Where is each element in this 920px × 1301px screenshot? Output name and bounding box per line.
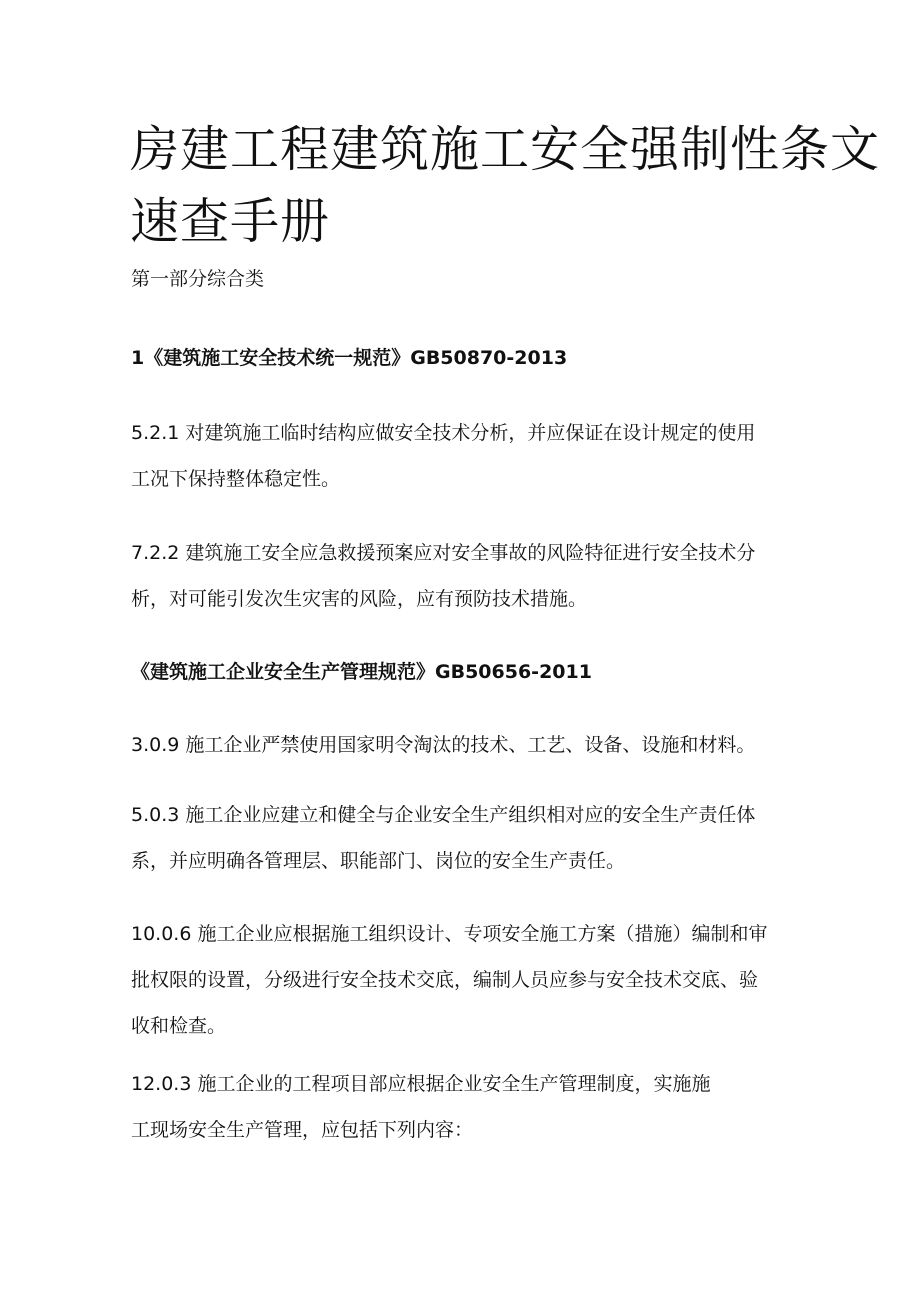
document-title [130, 114, 881, 258]
clause-5-2-1-line-1: 5.2.1 对建筑施工临时结构应做安全技术分析，并应保证在设计规定的使用 [131, 422, 756, 444]
clause-5-2-1-line-2: 工况下保持整体稳定性。 [131, 468, 341, 490]
clause-10-0-6-line-2: 批权限的设置，分级进行安全技术交底，编制人员应参与安全技术交底、验 [131, 969, 759, 991]
clause-3-0-9 [131, 722, 801, 768]
clause-5-0-3-line-1: 5.0.3 施工企业应建立和健全与企业安全生产组织相对应的安全生产责任体 [131, 804, 756, 826]
clause-5-0-3 [131, 792, 801, 884]
clause-10-0-6-line-1: 10.0.6 施工企业应根据施工组织设计、专项安全施工方案（措施）编制和审 [131, 923, 768, 945]
standard-1-heading: 1《建筑施工安全技术统一规范》GB50870-2013 [131, 347, 568, 369]
clause-12-0-3 [131, 1061, 801, 1153]
title-line-1: 房建工程建筑施工安全强制性条文 [130, 121, 881, 178]
clause-5-0-3-line-2: 系，并应明确各管理层、职能部门、岗位的安全生产责任。 [131, 850, 626, 872]
clause-3-0-9-line-1: 3.0.9 施工企业严禁使用国家明令淘汰的技术、工艺、设备、设施和材料。 [131, 734, 756, 756]
section-heading: 第一部分综合类 [131, 268, 265, 290]
clause-10-0-6 [131, 911, 801, 1049]
clause-12-0-3-line-1: 12.0.3 施工企业的工程项目部应根据企业安全生产管理制度，实施施 [131, 1073, 711, 1095]
clause-12-0-3-line-2: 工现场安全生产管理，应包括下列内容： [131, 1119, 474, 1141]
clause-5-2-1 [131, 410, 801, 502]
clause-7-2-2-line-1: 7.2.2 建筑施工安全应急救援预案应对安全事故的风险特征进行安全技术分 [131, 542, 756, 564]
standard-2-heading: 《建筑施工企业安全生产管理规范》GB50656-2011 [131, 661, 592, 683]
clause-10-0-6-line-3: 收和检查。 [131, 1015, 227, 1037]
clause-7-2-2-line-2: 析，对可能引发次生灾害的风险，应有预防技术措施。 [131, 588, 588, 610]
clause-7-2-2 [131, 530, 801, 622]
title-line-2: 速查手册 [130, 193, 331, 250]
